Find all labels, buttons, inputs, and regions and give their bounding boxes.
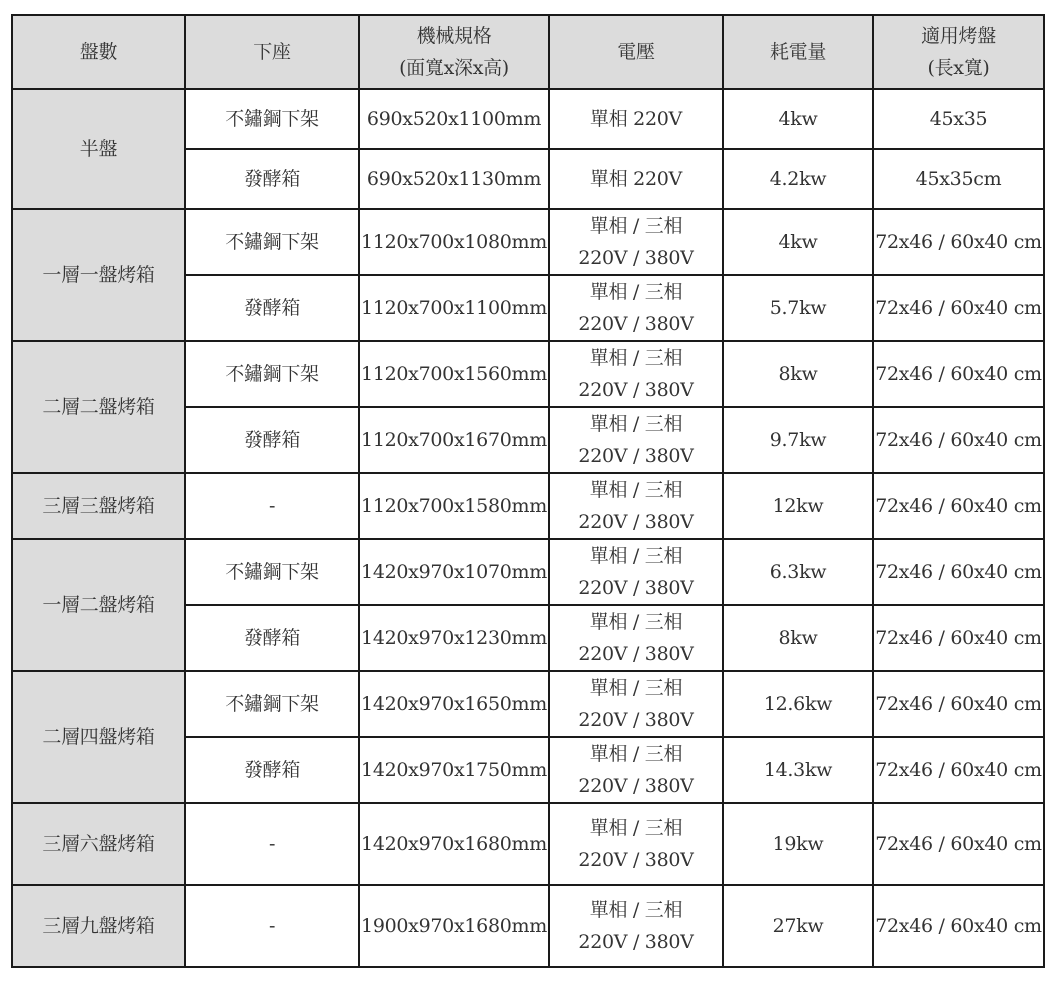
voltage-line: 單相 / 三相 [589,677,683,699]
table-row [12,885,1044,967]
tray-size-cell: 72x46 / 60x40 cm [873,885,1044,967]
group-name-cell: 二層二盤烤箱 [12,341,185,473]
machine-spec-cell: 1120x700x1080mm [359,209,549,275]
tray-size-cell: 72x46 / 60x40 cm [873,407,1044,473]
voltage-cell [549,671,723,737]
voltage-line: 單相 / 三相 [589,545,683,567]
power-cell: 5.7kw [723,275,873,341]
voltage-line: 單相 220V [590,168,682,190]
base-cell: 不鏽鋼下架 [185,671,359,737]
voltage-cell [549,209,723,275]
power-cell: 12.6kw [723,671,873,737]
machine-spec-cell: 690x520x1130mm [359,149,549,209]
power-cell: 14.3kw [723,737,873,803]
voltage-line: 220V / 380V [578,849,694,871]
voltage-line: 220V / 380V [578,775,694,797]
voltage-cell [549,539,723,605]
machine-spec-cell: 1420x970x1230mm [359,605,549,671]
voltage-line: 單相 / 三相 [589,281,683,303]
voltage-line: 單相 / 三相 [589,347,683,369]
tray-size-cell: 45x35cm [873,149,1044,209]
table-header [12,15,1044,89]
table-row [12,209,1044,275]
voltage-cell [549,803,723,885]
voltage-line: 220V / 380V [578,709,694,731]
header-row [12,15,1044,89]
table-row [12,671,1044,737]
header-tray-size: 適用烤盤 (長x寬) [873,15,1044,89]
power-cell: 4kw [723,89,873,149]
voltage-line: 單相 / 三相 [589,611,683,633]
tray-size-cell: 72x46 / 60x40 cm [873,209,1044,275]
tray-size-cell: 72x46 / 60x40 cm [873,539,1044,605]
machine-spec-cell: 1120x700x1560mm [359,341,549,407]
base-cell: - [185,473,359,539]
power-cell: 12kw [723,473,873,539]
machine-spec-cell: 1420x970x1750mm [359,737,549,803]
tray-size-cell: 72x46 / 60x40 cm [873,803,1044,885]
voltage-line: 單相 / 三相 [589,817,683,839]
tray-size-cell: 45x35 [873,89,1044,149]
base-cell: 不鏽鋼下架 [185,341,359,407]
tray-size-cell: 72x46 / 60x40 cm [873,671,1044,737]
table-row [12,473,1044,539]
base-cell: 不鏽鋼下架 [185,539,359,605]
header-voltage: 電壓 [549,15,723,89]
voltage-line: 220V / 380V [578,643,694,665]
header-tray-count: 盤數 [12,15,185,89]
base-cell: 不鏽鋼下架 [185,89,359,149]
power-cell: 6.3kw [723,539,873,605]
voltage-line: 220V / 380V [578,379,694,401]
machine-spec-cell: 1420x970x1070mm [359,539,549,605]
group-name-cell: 三層六盤烤箱 [12,803,185,885]
voltage-cell [549,473,723,539]
voltage-line: 220V / 380V [578,511,694,533]
power-cell: 19kw [723,803,873,885]
voltage-line: 220V / 380V [578,577,694,599]
machine-spec-cell: 1120x700x1100mm [359,275,549,341]
machine-spec-cell: 1420x970x1680mm [359,803,549,885]
voltage-line: 220V / 380V [578,445,694,467]
header-machine-spec: 機械規格 (面寬x深x高) [359,15,549,89]
voltage-line: 220V / 380V [578,313,694,335]
machine-spec-cell: 1120x700x1580mm [359,473,549,539]
base-cell: - [185,885,359,967]
group-name-cell: 一層二盤烤箱 [12,539,185,671]
power-cell: 27kw [723,885,873,967]
tray-size-cell: 72x46 / 60x40 cm [873,341,1044,407]
voltage-line: 單相 / 三相 [589,479,683,501]
voltage-cell [549,407,723,473]
base-cell: 發酵箱 [185,407,359,473]
power-cell: 4.2kw [723,149,873,209]
machine-spec-cell: 690x520x1100mm [359,89,549,149]
voltage-line: 單相 220V [590,108,682,130]
voltage-line: 單相 / 三相 [589,413,683,435]
base-cell: 發酵箱 [185,605,359,671]
machine-spec-cell: 1420x970x1650mm [359,671,549,737]
power-cell: 8kw [723,341,873,407]
base-cell: 發酵箱 [185,737,359,803]
voltage-line: 220V / 380V [578,931,694,953]
group-name-cell: 三層三盤烤箱 [12,473,185,539]
voltage-cell [549,341,723,407]
header-base: 下座 [185,15,359,89]
table-row [12,89,1044,149]
voltage-cell [549,605,723,671]
group-name-cell: 一層一盤烤箱 [12,209,185,341]
table-row [12,539,1044,605]
tray-size-cell: 72x46 / 60x40 cm [873,275,1044,341]
voltage-cell [549,885,723,967]
base-cell: 發酵箱 [185,275,359,341]
voltage-cell [549,89,723,149]
base-cell: 不鏽鋼下架 [185,209,359,275]
header-power: 耗電量 [723,15,873,89]
tray-size-cell: 72x46 / 60x40 cm [873,605,1044,671]
oven-spec-table [11,14,1045,968]
spec-table-container [11,14,1045,968]
table-body [12,89,1044,967]
voltage-line: 單相 / 三相 [589,899,683,921]
machine-spec-cell: 1120x700x1670mm [359,407,549,473]
power-cell: 9.7kw [723,407,873,473]
voltage-cell [549,275,723,341]
tray-size-cell: 72x46 / 60x40 cm [873,737,1044,803]
power-cell: 4kw [723,209,873,275]
base-cell: - [185,803,359,885]
machine-spec-cell: 1900x970x1680mm [359,885,549,967]
voltage-line: 單相 / 三相 [589,743,683,765]
voltage-cell [549,737,723,803]
voltage-line: 220V / 380V [578,247,694,269]
group-name-cell: 三層九盤烤箱 [12,885,185,967]
voltage-line: 單相 / 三相 [589,215,683,237]
group-name-cell: 二層四盤烤箱 [12,671,185,803]
base-cell: 發酵箱 [185,149,359,209]
table-row [12,803,1044,885]
power-cell: 8kw [723,605,873,671]
voltage-cell [549,149,723,209]
tray-size-cell: 72x46 / 60x40 cm [873,473,1044,539]
table-row [12,341,1044,407]
group-name-cell: 半盤 [12,89,185,209]
